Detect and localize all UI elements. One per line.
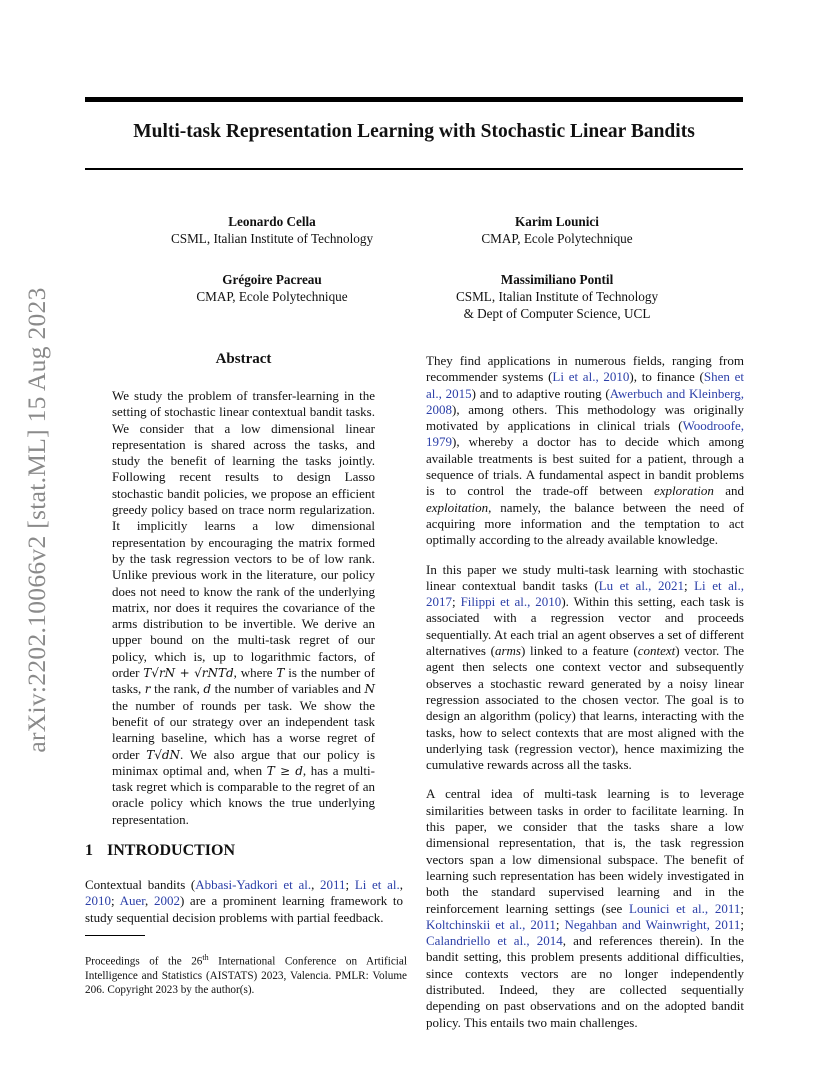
text: In this paper we study multi-task learning with stochastic linear contextual bandit tasks ( bbox=[426, 561, 744, 593]
abstract-text: is the number of tasks, bbox=[112, 665, 375, 697]
author-name: Leonardo Cella bbox=[228, 214, 316, 229]
author-affiliation-2: & Dept of Computer Science, UCL bbox=[463, 306, 651, 321]
author-block-1 bbox=[162, 213, 382, 247]
text: ) vector. The agent then selects one context vector and subsequently observes a stochastic reward generated by a noisy linear regression associated to the chosen vector. The goal is to design an algorithm (policy) that learns, interacting with the tasks, how to select contexts that are most aligned with the underlying task (regression vector), hence maximizing the cumulative rewards across all the tasks. bbox=[426, 643, 744, 773]
abstract-text: the rank, bbox=[150, 681, 204, 697]
citation-link[interactable]: Filippi et al., 2010 bbox=[460, 594, 562, 610]
text: , bbox=[145, 893, 154, 909]
text: ; bbox=[683, 577, 695, 593]
citation-link[interactable]: Lu et al., 2021 bbox=[598, 577, 684, 593]
abstract-text: the number of rounds per task. We show the benefit of our strategy over an independent task learning baseline, which has a worse regret of order bbox=[112, 697, 375, 762]
footnote-text: International Conference on Artificial Intelligence and Statistics (AISTATS) 2023, Valencia. PMLR: Volume 206. Copyright 2023 by the author(s). bbox=[85, 955, 407, 997]
text: ), among others. This methodology was originally motivated by applications in clinical trials ( bbox=[426, 401, 744, 434]
abstract-text: the number of variables and bbox=[211, 681, 365, 697]
citation-link[interactable]: Calandriello et al., 2014 bbox=[426, 933, 563, 949]
text: ), whereby a doctor has to decide which among available treatments is best suited for a patient, through a sequence of trials. A fundamental aspect in bandit problems is to control the trade-off between bbox=[426, 434, 744, 499]
abstract-text: . We also argue that our policy is minimax optimal and, when bbox=[112, 746, 375, 778]
citation-link[interactable]: Negahban and Wainwright, 2011 bbox=[564, 916, 741, 932]
paragraph bbox=[426, 786, 744, 1030]
citation-link[interactable]: Li et al. bbox=[354, 877, 400, 892]
footnote-superscript: th bbox=[202, 953, 209, 962]
author-affiliation: CMAP, Ecole Polytechnique bbox=[196, 289, 348, 304]
author-affiliation: CMAP, Ecole Polytechnique bbox=[481, 231, 633, 246]
author-name: Karim Lounici bbox=[515, 214, 599, 229]
author-name: Massimiliano Pontil bbox=[500, 272, 614, 287]
text: ) and to adaptive routing ( bbox=[471, 385, 610, 401]
citation-link[interactable]: Abbasi-Yadkori et al. bbox=[195, 877, 312, 892]
citation-link[interactable]: Shen et al., 2015 bbox=[426, 369, 744, 401]
math-expression: T ≥ d bbox=[266, 763, 303, 778]
footnote bbox=[85, 951, 407, 997]
author-block-3 bbox=[162, 271, 382, 305]
text: ; bbox=[555, 916, 565, 932]
text: ; bbox=[452, 594, 461, 610]
text: A central idea of multi-task learning is to leverage similarities between tasks in order to facilitate learning. In this paper, we consider that the tasks share a low dimensional representation, that is, the task regression vectors span a low dimensional subspace. The benefit of learning such representation has been widely investigated in both the standard supervised learning and in the reinforcement learning settings (see bbox=[426, 786, 744, 916]
paragraph bbox=[426, 353, 744, 549]
math-expression: T bbox=[276, 666, 285, 681]
section-number: 1 bbox=[85, 842, 93, 859]
footnote-rule bbox=[85, 935, 145, 936]
text: , and references therein). In the bandit setting, this problem presents additional difficulties, since contexts vectors are no longer independently distributed. Indeed, they are collected sequentially depending on past observations and on the adopted bandit policy. This entails two main challenges. bbox=[426, 933, 744, 1030]
math-expression: T√dN bbox=[146, 747, 181, 762]
citation-link[interactable]: Koltchinskii et al., 2011 bbox=[426, 916, 556, 932]
emphasis: arms bbox=[494, 643, 521, 659]
text: , bbox=[311, 877, 320, 892]
emphasis: context bbox=[637, 643, 676, 659]
paper-title: Multi-task Representation Learning with Stochastic Linear Bandits bbox=[133, 121, 695, 142]
citation-link[interactable]: Awerbuch and Kleinberg, 2008 bbox=[426, 385, 744, 417]
author-affiliation: CSML, Italian Institute of Technology bbox=[455, 289, 659, 304]
text: They find applications in numerous fields, ranging from recommender systems ( bbox=[426, 353, 744, 385]
text: ) linked to a feature ( bbox=[520, 643, 638, 659]
arxiv-stamp: arXiv:2202.10066v2 [stat.ML] 15 Aug 2023 bbox=[22, 287, 51, 753]
title-top-rule bbox=[85, 97, 743, 102]
paragraph bbox=[85, 877, 403, 926]
text: ; bbox=[740, 900, 744, 916]
author-block-2 bbox=[452, 213, 662, 247]
text: and bbox=[713, 483, 744, 499]
abstract-paragraph bbox=[112, 388, 375, 828]
author-name: Grégoire Pacreau bbox=[222, 272, 322, 287]
section-title: INTRODUCTION bbox=[107, 842, 236, 859]
abstract-body bbox=[112, 388, 375, 828]
emphasis: exploration bbox=[653, 483, 714, 499]
emphasis: exploitation bbox=[426, 499, 489, 515]
text: Contextual bandits ( bbox=[85, 877, 196, 892]
title-bottom-rule bbox=[85, 168, 743, 170]
citation-link[interactable]: 2011 bbox=[320, 877, 346, 892]
citation-link[interactable]: Auer bbox=[119, 893, 146, 909]
author-block-4 bbox=[437, 271, 677, 322]
math-expression: N bbox=[364, 682, 375, 697]
text: ; bbox=[345, 877, 355, 892]
citation-link[interactable]: Lounici et al., 2011 bbox=[629, 900, 741, 916]
abstract-heading: Abstract bbox=[215, 351, 272, 367]
section-heading bbox=[85, 842, 235, 860]
citation-link[interactable]: Woodroofe, 1979 bbox=[426, 418, 744, 450]
paragraph bbox=[426, 562, 744, 774]
intro-paragraph bbox=[85, 877, 403, 926]
text: ; bbox=[111, 893, 120, 909]
abstract-text: We study the problem of transfer-learning in the setting of stochastic linear contextual bandit tasks. We consider that a low dimensional linear representation is shared across the tasks, and study the benefit of learning the tasks jointly. Following recent results to design Lasso stochastic bandit policies, we propose an efficient greedy policy based on trace norm regularization. It implicitly learns a low dimensional representation by encouraging the matrix formed by the task regression vectors to be of low rank. Unlike previous work in the literature, our policy does not need to know the rank of the underlying matrix, nor does it requires the covariance of the arms distribution to be invertible. We derive an upper bound on the multi-task regret of our policy, which is, up to logarithmic factors, of order bbox=[112, 388, 375, 681]
abstract-text: , where bbox=[233, 665, 277, 681]
text: ; bbox=[740, 916, 744, 932]
right-column bbox=[426, 353, 744, 1044]
text: , namely, the balance between the need of acquiring more information and the temptation to act optimally according to the already available knowledge. bbox=[426, 499, 744, 548]
text: ). Within this setting, each task is associated with a regression vector and proceeds sequentially. At each trial an agent observes a set of different alternatives ( bbox=[426, 594, 744, 659]
math-expression: d bbox=[203, 682, 212, 697]
citation-link[interactable]: Li et al., 2017 bbox=[426, 577, 744, 610]
text: , bbox=[399, 877, 403, 892]
text: ), to finance ( bbox=[629, 369, 704, 385]
citation-link[interactable]: Li et al., 2010 bbox=[552, 369, 630, 385]
footnote-text: Proceedings of the 26 bbox=[85, 955, 203, 968]
abstract-text: , has a multi-task regret which is comparable to the regret of an oracle policy which knows the true underlying representation. bbox=[112, 762, 375, 827]
text: ) are a prominent learning framework to study sequential decision problems with partial feedback. bbox=[85, 893, 403, 925]
math-expression: r bbox=[144, 682, 151, 697]
author-affiliation: CSML, Italian Institute of Technology bbox=[170, 231, 374, 246]
citation-link[interactable]: 2010 bbox=[85, 893, 111, 909]
citation-link[interactable]: 2002 bbox=[153, 893, 180, 909]
math-expression: T√rN + √rNTd bbox=[143, 666, 234, 681]
